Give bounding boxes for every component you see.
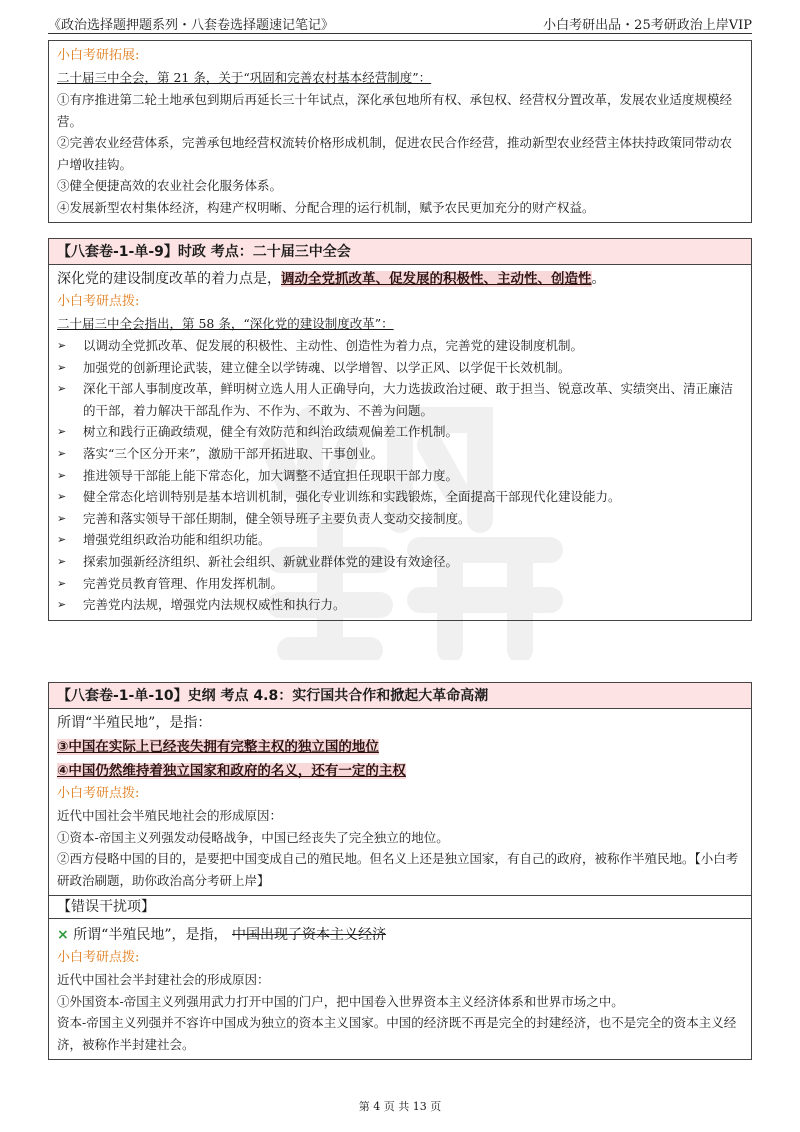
arrow-bullet-icon: ➢ bbox=[57, 511, 67, 525]
question-box-9 bbox=[48, 238, 752, 621]
bullet-item: ➢ 增强党组织政治功能和组织功能。 bbox=[57, 529, 743, 551]
section-intro: 二十届三中全会指出，第 58 条，“深化党的建设制度改革”： bbox=[57, 316, 394, 331]
correct-answer: 调动全党抓改革、促发展的积极性、主动性、创造性 bbox=[281, 271, 592, 287]
section-expansion-box bbox=[48, 40, 752, 223]
arrow-bullet-icon: ➢ bbox=[57, 490, 67, 504]
tip-label: 小白考研点拨: bbox=[57, 786, 140, 801]
arrow-bullet-icon: ➢ bbox=[57, 468, 67, 482]
arrow-bullet-icon: ➢ bbox=[57, 598, 67, 612]
question-title: 【八套卷-1-单-9】时政 考点：二十届三中全会 bbox=[49, 239, 751, 265]
list-item: ①外国资本-帝国主义列强用武力打开中国的门户，把中国卷入世界资本主义经济体系和世界市场之中。 bbox=[57, 993, 624, 1009]
arrow-bullet-icon: ➢ bbox=[57, 446, 67, 460]
arrow-bullet-icon: ➢ bbox=[57, 533, 67, 547]
list-item: ③健全便捷高效的农业社会化服务体系。 bbox=[57, 178, 283, 193]
wrong-mark-icon: × bbox=[57, 927, 69, 943]
bullet-item: ➢ 完善党内法规，增强党内法规权威性和执行力。 bbox=[57, 594, 743, 616]
bullet-item: ➢ 树立和践行正确政绩观，健全有效防范和纠治政绩观偏差工作机制。 bbox=[57, 421, 743, 443]
arrow-bullet-icon: ➢ bbox=[57, 339, 67, 352]
section-intro: 近代中国社会半殖民地社会的形成原因： bbox=[57, 808, 283, 823]
page-number: 第 4 页 共 13 页 bbox=[358, 1100, 442, 1113]
list-item: ④发展新型农村集体经济，构建产权明晰、分配合理的运行机制，赋予农民更加充分的财产权益。 bbox=[57, 199, 595, 215]
stem-prefix: 深化党的建设制度改革的着力点是， bbox=[57, 271, 281, 287]
question-box-10 bbox=[48, 682, 752, 1060]
correct-answer: ④中国仍然维持着独立国家和政府的名义，还有一定的主权 bbox=[57, 763, 406, 779]
tip-label: 小白考研拓展: bbox=[57, 48, 140, 63]
arrow-bullet-icon: ➢ bbox=[57, 554, 67, 568]
header-right-title: 小白考研出品・25考研政治上岸VIP bbox=[543, 18, 752, 33]
bullet-item: ➢ 深化干部人事制度改革，鲜明树立选人用人正确导向，大力选拔政治过硬、敢于担当、锐意改革、实绩突出、清正廉洁的干部，着力解决干部乱作为、不作为、不敢为、不善为问题。 bbox=[57, 378, 743, 421]
correct-answer: ③中国在实际上已经丧失拥有完整主权的独立国的地位 bbox=[57, 739, 379, 755]
bullet-item: ➢ 完善党员教育管理、作用发挥机制。 bbox=[57, 573, 743, 595]
header-left-title: 《政治选择题押题系列・八套卷选择题速记笔记》 bbox=[48, 18, 335, 33]
running-header bbox=[48, 12, 752, 34]
wrong-option-row bbox=[57, 923, 743, 947]
stem-suffix: 。 bbox=[591, 271, 606, 287]
wrong-option: 中国出现了资本主义经济 bbox=[231, 927, 386, 943]
bullet-item: ➢ 完善和落实领导干部任期制，健全领导班子主要负责人变动交接制度。 bbox=[57, 508, 743, 530]
arrow-bullet-icon: ➢ bbox=[57, 425, 67, 439]
bullet-item: ➢ 以调动全党抓改革、促发展的积极性、主动性、创造性为着力点，完善党的建设制度机制。 bbox=[57, 335, 743, 357]
wrong-options-header: 【错误干扰项】 bbox=[49, 895, 751, 919]
source-note: 【小白考研政治刷题，助你政治高分考研上岸】 bbox=[57, 851, 739, 888]
bullet-item: ➢ 健全常态化培训特别是基本培训机制，强化专业训练和实践锻炼，全面提高干部现代化建设能力。 bbox=[57, 486, 743, 508]
bullet-item: ➢ 落实“三个区分开来”，激励干部开拓进取、干事创业。 bbox=[57, 443, 743, 465]
tip-label: 小白考研点拨: bbox=[57, 950, 140, 965]
section-intro: 近代中国社会半封建社会的形成原因： bbox=[57, 972, 270, 987]
list-item: ①资本-帝国主义列强发动侵略战争，中国已经丧失了完全独立的地位。 bbox=[57, 829, 449, 845]
arrow-bullet-icon: ➢ bbox=[57, 360, 67, 374]
tip-label: 小白考研点拨: bbox=[57, 294, 140, 309]
arrow-bullet-icon: ➢ bbox=[57, 382, 67, 396]
list-item: ②西方侵略中国的目的，是要把中国变成自己的殖民地。但名义上还是独立国家，有自己的政府，被称作半殖民地。【小白考研政治刷题，助你政治高分考研上岸】 bbox=[57, 851, 739, 888]
list-item: ②完善农业经营体系，完善承包地经营权流转价格形成机制，促进农民合作经营，推动新型农业经营主体扶持政策同带动农户增收挂钩。 bbox=[57, 135, 733, 172]
bullet-item: ➢ 推进领导干部能上能下常态化，加大调整不适宜担任现职干部力度。 bbox=[57, 465, 743, 487]
arrow-bullet-icon: ➢ bbox=[57, 576, 67, 590]
bullet-item: ➢ 加强党的创新理论武装，建立健全以学铸魂、以学增智、以学正风、以学促干长效机制。 bbox=[57, 357, 743, 379]
section-intro: 二十届三中全会，第 21 条，关于“巩固和完善农村基本经营制度”： bbox=[57, 70, 432, 85]
list-item: ①有序推进第二轮土地承包到期后再延长三十年试点，深化承包地所有权、承包权、经营权分置改革，发展农业适度规模经营。 bbox=[57, 92, 733, 129]
question-stem: 所谓“半殖民地”，是指： bbox=[57, 715, 212, 731]
wrong-stem: 所谓“半殖民地”，是指， bbox=[73, 927, 228, 943]
bullet-item: ➢ 探索加强新经济组织、新社会组织、新就业群体党的建设有效途径。 bbox=[57, 551, 743, 573]
question-title: 【八套卷-1-单-10】史纲 考点 4.8：实行国共合作和掀起大革命高潮 bbox=[49, 683, 751, 709]
list-item: 资本-帝国主义列强并不容许中国成为独立的资本主义国家。中国的经济既不再是完全的封建经济，也不是完全的资本主义经济，被称作半封建社会。 bbox=[57, 1015, 737, 1052]
question-stem bbox=[57, 267, 743, 291]
